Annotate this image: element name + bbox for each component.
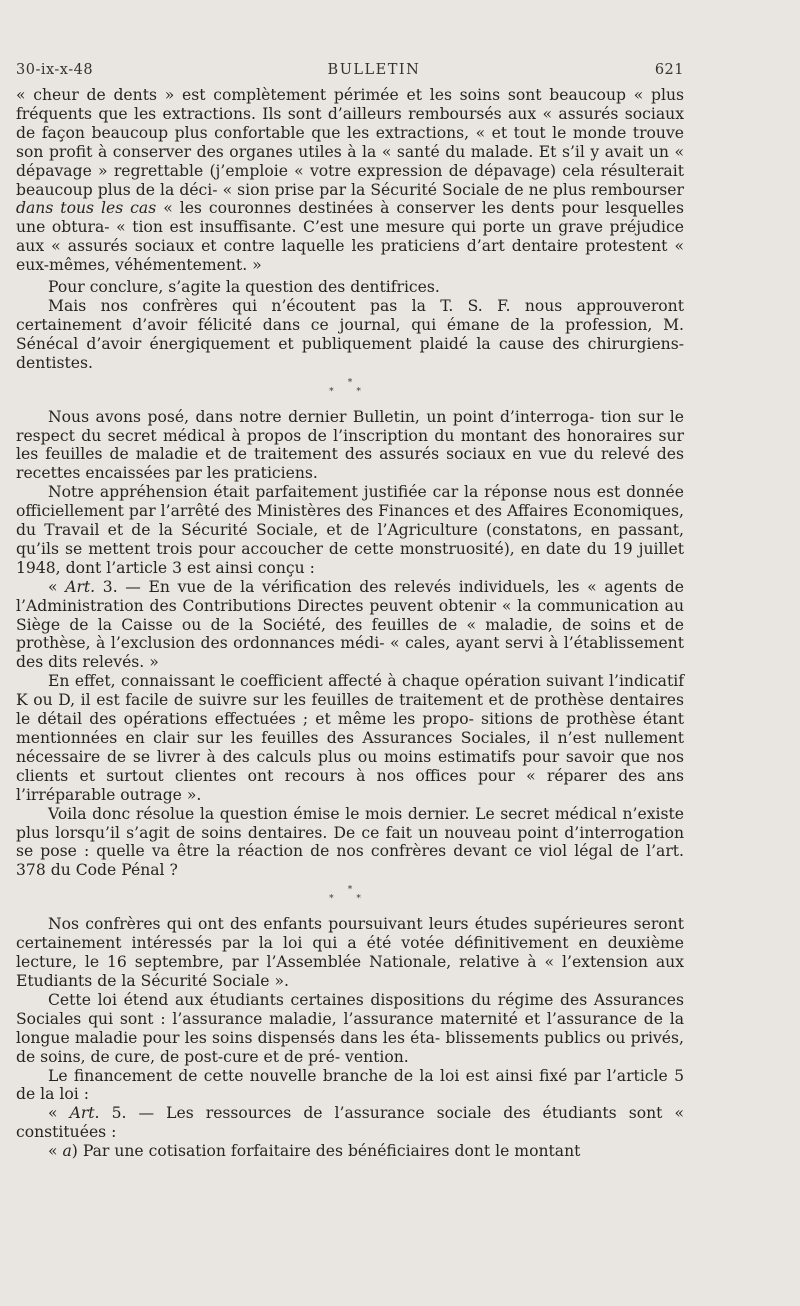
section-separator: [16, 886, 684, 904]
paragraph-p5: [16, 483, 684, 578]
paragraph-p13: [16, 1142, 684, 1161]
italic-run: Art.: [65, 577, 96, 596]
text-run: 5. — Les ressources de l’assurance sociale des étudiants sont « constituées :: [16, 1104, 684, 1142]
text-run: «: [48, 1142, 63, 1161]
text-run: Le financement de cette nouvelle branche de la loi est ainsi fixé par l’article 5 de la loi :: [16, 1066, 684, 1104]
text-run: En effet, connaissant le coefficient affecté à chaque opération suivant l’indicatif K ou D, il est facile de suivre sur les feuilles de traitement et de prothèse dentaires le détail des opérations effectuées ; et même les propo- sitions de prothèse étant mentionnées en clair sur les feuilles des Assurances Sociales, il n’est nullement nécessaire de se livrer à des calculs plus ou moins estimatifs pour savoir que nos clients et surtout clientes ont recours à nos offices pour « réparer des ans l’irréparable outrage ».: [16, 672, 684, 804]
separator-star-bottom: * *: [329, 894, 371, 905]
italic-run: dans tous les cas: [16, 199, 157, 218]
text-run: «: [48, 577, 66, 596]
paragraph-p6: [16, 578, 684, 673]
header-title: BULLETIN: [327, 62, 421, 78]
text-run: Mais nos confrères qui n’écoutent pas la T. S. F. nous approuveront certainement d’avoir félicité dans ce journal, qui émane de la profession, M. Sénécal d’avoir énergiquement et publiquement plaidé la cause des chirurgiens-dentistes.: [16, 296, 684, 372]
text-run: Nos confrères qui ont des enfants poursuivant leurs études supérieures seront certainement intéressés par la loi qui a été votée définitivement en deuxième lecture, le 16 septembre, par l’Assemblée Nationale, relative à « l’extension aux Etudiants de la Sécurité Sociale ».: [16, 915, 684, 990]
paragraph-p4: [16, 408, 684, 484]
italic-run: a: [62, 1142, 72, 1161]
article-body: [16, 86, 684, 1161]
text-run: « cheur de dents » est complètement périmée et les soins sont beaucoup « plus fréquents que les extractions. Ils sont d’ailleurs remboursés aux « assurés sociaux de façon beaucoup plus confortable que les extractions, « et tout le monde trouve son profit à conserver des organes utiles à la « santé du malade. Et s’il y avait un « dépavage » regrettable (j’emploie « votre expression de dépavage) cela résulterait beaucoup plus de la déci- « sion prise par la Sécurité Sociale de ne plus rembourser: [16, 86, 684, 199]
header-date: 30-ix-x-48: [16, 62, 94, 78]
running-header: [16, 62, 684, 86]
paragraph-p10: [16, 991, 684, 1067]
separator-star-top: *: [347, 885, 353, 896]
text-run: Notre appréhension était parfaitement justifiée car la réponse nous est donnée officiellement par l’arrêté des Ministères des Finances et des Affaires Economiques, du Travail et de la Sécurité Sociale, et de l’Agriculture (constatons, en passant, qu’ils se mettent trois pour accoucher de cette monstruosité), en date du 19 juillet 1948, dont l’article 3 est ainsi conçu :: [16, 483, 684, 577]
paragraph-p1: [16, 86, 684, 275]
text-run: 3. — En vue de la vérification des relevés individuels, les « agents de l’Administration des Contributions Directes peuvent obtenir « la communication au Siège de la Caisse ou de la Société, des feuilles de « maladie, de soins et de prothèse, à l’exclusion des ordonnances médi- « cales, ayant servi à l’établissement des dits relevés. »: [16, 577, 685, 672]
paragraph-p11: [16, 1067, 684, 1105]
paragraph-p9: [16, 915, 684, 991]
paragraph-p8: [16, 805, 684, 881]
section-separator: [16, 379, 684, 397]
text-run: Pour conclure, s’agite la question des dentifrices.: [48, 278, 440, 297]
paragraph-p12: [16, 1104, 684, 1142]
text-run: ) Par une cotisation forfaitaire des bénéficiaires dont le montant: [71, 1142, 581, 1161]
paragraph-p3: [16, 297, 684, 373]
separator-star-bottom: * *: [329, 386, 371, 397]
text-run: Cette loi étend aux étudiants certaines dispositions du régime des Assurances Sociales qui sont : l’assurance maladie, l’assurance maternité et l’assurance de la longue maladie pour les soins dispensés dans les éta- blissements publics ou privés, de soins, de cure, de post-cure et de pré- vention.: [16, 990, 684, 1066]
italic-run: Art.: [69, 1104, 100, 1123]
text-run: Voila donc résolue la question émise le mois dernier. Le secret médical n’existe plus lorsqu’il s’agit de soins dentaires. De ce fait un nouveau point d’interrogation se pose : quelle va être la réaction de nos confrères devant ce viol légal de l’art. 378 du Code Pénal ?: [16, 804, 684, 880]
paragraph-p2: [16, 278, 684, 297]
paragraph-p7: [16, 672, 684, 804]
page-number: 621: [654, 62, 684, 78]
separator-star-top: *: [347, 377, 353, 388]
text-run: «: [48, 1104, 70, 1123]
text-run: Nous avons posé, dans notre dernier Bulletin, un point d’interroga- tion sur le respect du secret médical à propos de l’inscription du montant des honoraires sur les feuilles de maladie et de traitement des assurés sociaux en vue du relevé des recettes encaissées par les praticiens.: [16, 407, 684, 483]
text-run: « les couronnes destinées à conserver les dents pour lesquelles une obtura- « tion est insuffisante. C’est une mesure qui porte un grave préjudice aux « assurés sociaux et contre laquelle les praticiens d’art dentaire protestent « eux-mêmes, véhémentement. »: [16, 199, 684, 275]
